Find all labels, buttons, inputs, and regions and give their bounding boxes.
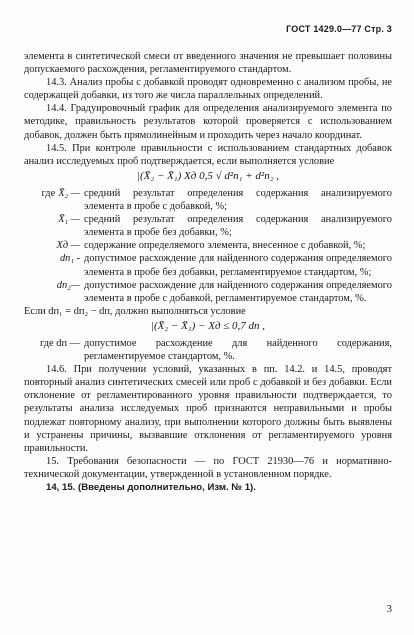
paragraph-14-6: 14.6. При получении условий, указанных в пп. 14.2. и 14.5, проводят повторный анализ синтетических смесей или проб с добавкой и без добавки. Если отклонение от регламентированного уровня правильности подтверждается, то результаты анализа исследуемых проб признаются неправильными и пробы подлежат повторному анализу, при выполнении которого должны быть выявлены и устранены причины, вызвавшие отклонения от регламентируемого уровня правильности. [24, 364, 392, 454]
definition-item [24, 279, 392, 305]
definition-item [24, 187, 392, 213]
page-header: ГОСТ 1429.0—77 Стр. 3 [286, 24, 392, 34]
definition-text: допустимое расхождение для найденного содержания определяемого элемента в пробе с добавкой, регламентируемое стандартом, %. [84, 279, 392, 304]
paragraph-14-3: 14.3. Анализ пробы с добавкой проводят одновременно с анализом пробы, не содержащей добавки, из того же числа параллельных определений. [24, 77, 392, 102]
definition-text: допустимое расхождение для найденного содержания определяемого элемента в пробе без добавки, регламентируемое стандартом, %; [84, 253, 392, 278]
definition-text: средний результат определения содержания анализируемого элемента в пробе без добавки, %; [84, 214, 392, 239]
page-number: 3 [386, 603, 392, 615]
definition-item [24, 213, 392, 239]
paragraph-14-5: 14.5. При контроле правильности с использованием стандартных добавок анализ исследуемых проб подтверждается, если выполняется условие [24, 142, 392, 167]
definition-symbol: X̄₁ — [58, 214, 80, 226]
definition-symbol: Xд — [56, 240, 80, 252]
definition-text: содержание определяемого элемента, внесенное с добавкой, %; [84, 240, 366, 252]
formula-condition-1: |(X̄₂ − X̄₁) Xд 0,5 √ d²п₁ + d²п₂ , [136, 169, 280, 182]
definition-item [24, 252, 392, 278]
definition-symbol: где dп — [40, 337, 80, 349]
formula-condition-2: |(X̄₂ − X̄₁) − Xд ≤ 0,7 dп , [150, 319, 266, 332]
condition-intro: Если dп₁ = dп₂ − dп, должно выполняться условие [24, 305, 246, 317]
page-body [24, 50, 392, 494]
definition-text: средний результат определения содержания анализируемого элемента в пробе с добавкой, %; [84, 187, 392, 213]
definition-symbol: где X̄₂ — [41, 187, 80, 199]
paragraph-14-4: 14.4. Градуировочный график для определения анализируемого элемента по методике, правильность результатов которой проверяется с использованием добавок, должен быть прямолинейным и проходить через начало координат. [24, 103, 392, 141]
definition-item [24, 239, 392, 252]
paragraph-continued: элемента в синтетической смеси от введенного значения не превышает половины допускаемого расхождения, регламентируемого стандартом. [24, 51, 392, 76]
paragraph-15: 15. Требования безопасности — по ГОСТ 21930—76 и нормативно-технической документации, утвержденной в установленном порядке. [24, 455, 392, 480]
definition-item [24, 337, 392, 363]
definition-symbol: dп₁ - [59, 253, 80, 265]
definition-symbol: dп₂— [56, 279, 80, 291]
definition-text: допустимое расхождение для найденного содержания, регламентируемое стандартом, %. [84, 337, 392, 363]
amendment-note: 14, 15. (Введены дополнительно, Изм. № 1). [46, 482, 256, 493]
